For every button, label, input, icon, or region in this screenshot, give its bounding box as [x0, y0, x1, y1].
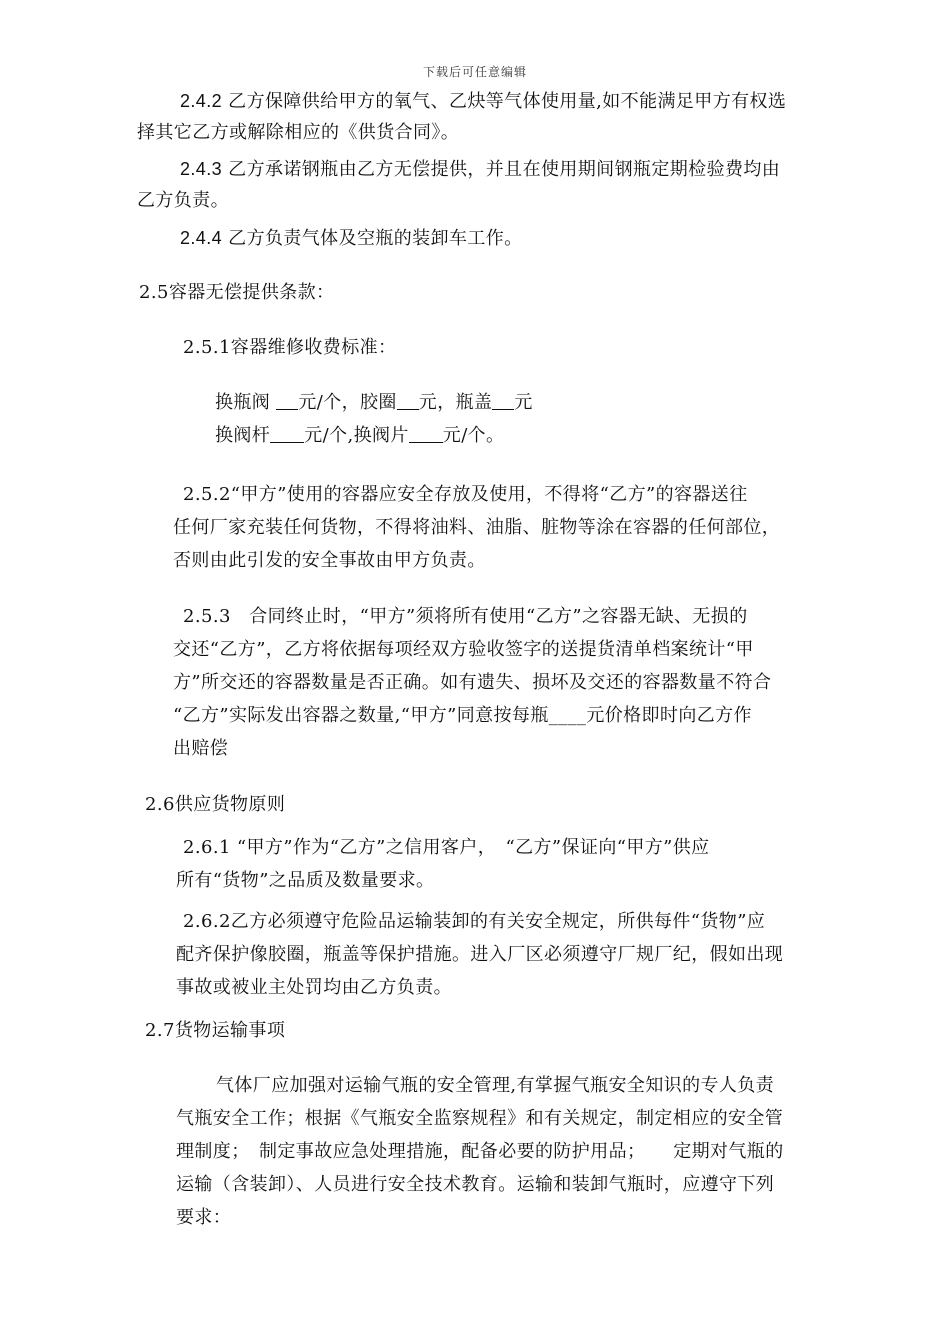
fee-text: 元/个,换阀片 [304, 425, 409, 446]
section-2-7-body-line-2: 气瓶安全工作；根据《气瓶安全监察规程》和有关规定，制定相应的安全管 [176, 1108, 784, 1129]
clause-2-6-1-line-1: 2.6.1 “甲方”作为“乙方”之信用客户， “乙方”保证向“甲方”供应 [183, 837, 710, 858]
section-2-7-heading: 2.7货物运输事项 [145, 1020, 286, 1041]
section-2-7-body-line-5: 要求： [176, 1207, 232, 1228]
clause-2-6-2-line-3: 事故或被业主处罚均由乙方负责。 [176, 977, 452, 998]
fill-in-blank [397, 391, 419, 410]
clause-2-6-2-line-1: 2.6.2乙方必须遵守危险品运输装卸的有关安全规定，所供每件“货物”应 [183, 911, 766, 932]
clause-text: 乙方负责气体及空瓶的装卸车工作。 [228, 228, 523, 249]
clause-2-6-2-line-2: 配齐保护像胶圈，瓶盖等保护措施。进入厂区必须遵守厂规厂纪，假如出现 [176, 944, 784, 965]
section-2-7-body-line-3: 理制度； 制定事故应急处理措施，配备必要的防护用品； 定期对气瓶的 [176, 1141, 784, 1162]
fee-text: 换阀杆 [215, 425, 271, 446]
section-2-7-body-line-1: 气体厂应加强对运输气瓶的安全管理,有掌握气瓶安全知识的专人负责 [216, 1075, 775, 1096]
clause-2-5-2-line-3: 否则由此引发的安全事故由甲方负责。 [173, 550, 486, 571]
clause-2-4-4-line-1 [180, 226, 523, 251]
fill-in-blank [276, 391, 298, 410]
clause-number: 2.4.4 [180, 228, 223, 248]
clause-2-4-3-line-1 [180, 157, 780, 182]
clause-number: 2.4.3 [180, 159, 223, 179]
clause-2-5-3-line-1: 2.5.3 合同终止时，“甲方”须将所有使用“乙方”之容器无缺、无损的 [183, 606, 748, 627]
section-2-6-heading: 2.6供应货物原则 [145, 794, 286, 815]
clause-text: 乙方保障供给甲方的氧气、乙炔等气体使用量,如不能满足甲方有权选 [228, 91, 787, 112]
fill-in-blank [270, 424, 304, 443]
clause-2-4-2-line-2: 择其它乙方或解除相应的《供货合同》。 [137, 122, 460, 143]
page-header: 下载后可任意编辑 [422, 65, 527, 79]
clause-2-5-3-line-5: 出赔偿 [173, 738, 229, 759]
clause-2-4-3-line-2: 乙方负责。 [137, 190, 229, 211]
fill-in-blank [409, 424, 443, 443]
fee-text: 元/个，胶圈 [298, 392, 397, 413]
section-2-5-heading: 2.5容器无偿提供条款： [139, 282, 335, 303]
fee-text: 元 [514, 392, 533, 413]
clause-text: 乙方承诺钢瓶由乙方无偿提供，并且在使用期间钢瓶定期检验费均由 [228, 159, 781, 180]
clause-2-5-1-heading: 2.5.1容器维修收费标准： [183, 337, 397, 358]
clause-2-4-2-line-1 [180, 89, 786, 114]
fee-row-1 [215, 391, 533, 415]
clause-2-5-3-line-2: 交还“乙方”，乙方将依据每项经双方验收签字的送提货清单档案统计“甲 [173, 639, 754, 660]
clause-2-5-3-line-3: 方”所交还的容器数量是否正确。如有遗失、损坏及交还的容器数量不符合 [173, 672, 772, 693]
clause-2-5-2-line-1: 2.5.2“甲方”使用的容器应安全存放及使用，不得将“乙方”的容器送往 [183, 484, 748, 505]
fee-text: 元，瓶盖 [418, 392, 493, 413]
clause-number: 2.4.2 [180, 91, 223, 111]
section-2-7-body-line-4: 运输（含装卸）、人员进行安全技术教育。运输和装卸气瓶时，应遵守下列 [176, 1174, 775, 1195]
clause-2-5-2-line-2: 任何厂家充装任何货物，不得将油料、油脂、脏物等涂在容器的任何部位， [173, 517, 781, 538]
fill-in-blank [492, 391, 514, 410]
clause-2-6-1-line-2: 所有“货物”之品质及数量要求。 [176, 870, 435, 891]
fee-text: 元/个。 [442, 425, 505, 446]
clause-2-5-3-line-4: “乙方”实际发出容器之数量,“甲方”同意按每瓶____元价格即时向乙方作 [173, 705, 752, 726]
fee-text: 换瓶阀 [215, 392, 277, 413]
fee-row-2 [215, 424, 504, 448]
